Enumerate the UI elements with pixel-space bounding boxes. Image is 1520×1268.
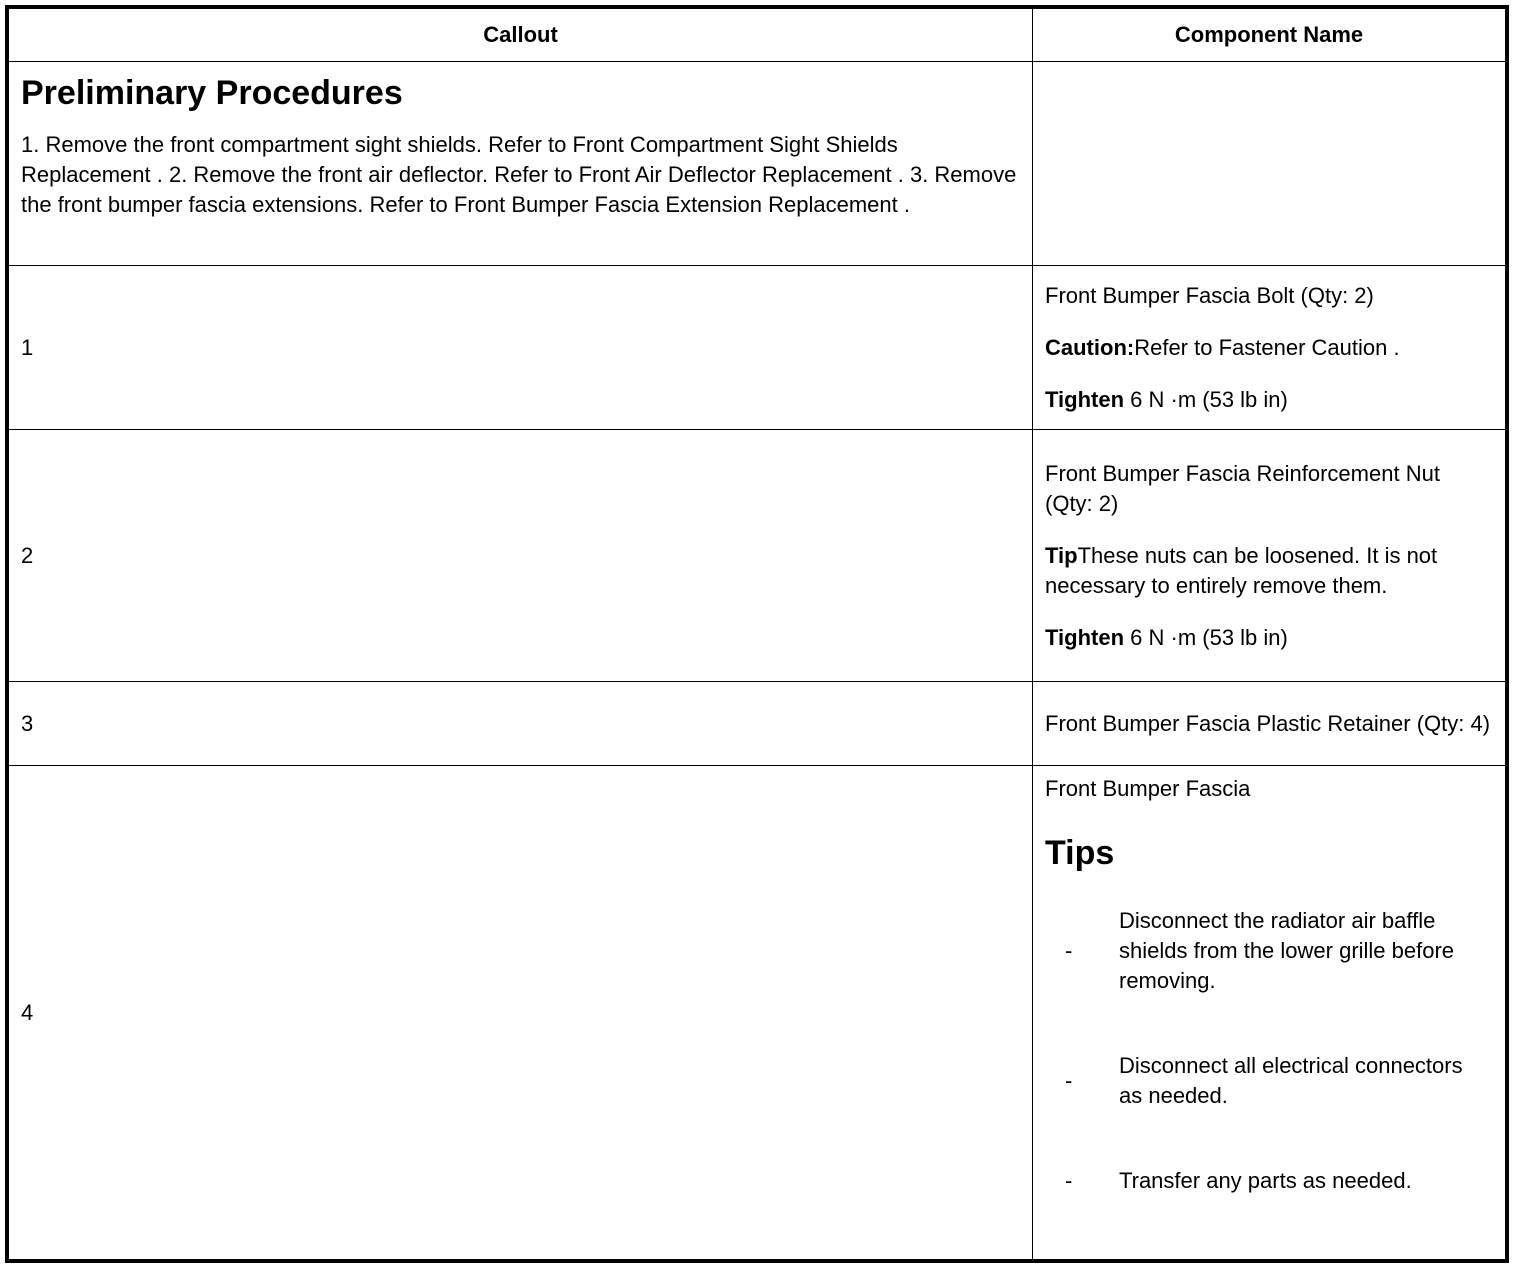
table-row	[9, 766, 1506, 1260]
preliminary-empty-cell	[1033, 62, 1506, 266]
component-name: Front Bumper Fascia	[1045, 776, 1251, 801]
table-header-row	[9, 9, 1506, 62]
tip-item	[1045, 906, 1493, 996]
component-name: Front Bumper Fascia Bolt (Qty: 2)	[1045, 282, 1374, 308]
tighten-label: Tighten	[1045, 386, 1125, 412]
tighten-spec	[1045, 623, 1493, 653]
tips-title: Tips	[1045, 834, 1115, 872]
callout-cell: 1	[9, 266, 1033, 430]
component-cell	[1033, 266, 1506, 430]
dash-marker: -	[1065, 938, 1073, 963]
caution-text: Refer to Fastener Caution .	[1134, 334, 1400, 360]
tip-note	[1045, 541, 1493, 601]
callout-cell: 4	[9, 766, 1033, 1260]
caution-note	[1045, 333, 1493, 363]
tip-label: Tip	[1045, 542, 1078, 568]
caution-label: Caution:	[1045, 334, 1135, 360]
tighten-spec	[1045, 385, 1493, 415]
table-row	[9, 682, 1506, 766]
callout-cell: 2	[9, 430, 1033, 682]
preliminary-cell	[9, 62, 1033, 266]
procedure-table	[8, 8, 1506, 1260]
preliminary-text: 1. Remove the front compartment sight shields. Refer to Front Compartment Sight Shields Replacement . 2. Remove the front air deflector. Refer to Front Air Deflector Replacement . 3. Remove the front bumper fascia extensions. Refer to Front Bumper Fascia Extension Replacement .	[21, 132, 1017, 217]
dash-marker: -	[1065, 1068, 1073, 1093]
tip-item	[1045, 1051, 1493, 1111]
tip-text: These nuts can be loosened. It is not necessary to entirely remove them.	[1045, 542, 1438, 598]
tip-item	[1045, 1166, 1493, 1196]
component-name: Front Bumper Fascia Reinforcement Nut (Qty: 2)	[1045, 460, 1440, 516]
tighten-label: Tighten	[1045, 624, 1125, 650]
dash-marker: -	[1065, 1168, 1073, 1193]
component-name: Front Bumper Fascia Plastic Retainer (Qty: 4)	[1045, 710, 1491, 736]
tip-item-text: Disconnect all electrical connectors as needed.	[1119, 1053, 1463, 1108]
preliminary-title: Preliminary Procedures	[21, 74, 403, 112]
procedure-table-frame	[5, 5, 1509, 1263]
tip-item-text: Transfer any parts as needed.	[1119, 1168, 1412, 1193]
callout-cell: 3	[9, 682, 1033, 766]
component-cell	[1033, 766, 1506, 1260]
tip-item-text: Disconnect the radiator air baffle shields from the lower grille before removing.	[1119, 908, 1455, 993]
tighten-text: 6 N ·m (53 lb in)	[1124, 386, 1288, 412]
component-cell	[1033, 430, 1506, 682]
header-callout: Callout	[9, 9, 1033, 62]
table-row	[9, 430, 1506, 682]
tighten-text: 6 N ·m (53 lb in)	[1124, 624, 1288, 650]
header-component-name: Component Name	[1033, 9, 1506, 62]
component-cell	[1033, 682, 1506, 766]
preliminary-row	[9, 62, 1506, 266]
table-row	[9, 266, 1506, 430]
